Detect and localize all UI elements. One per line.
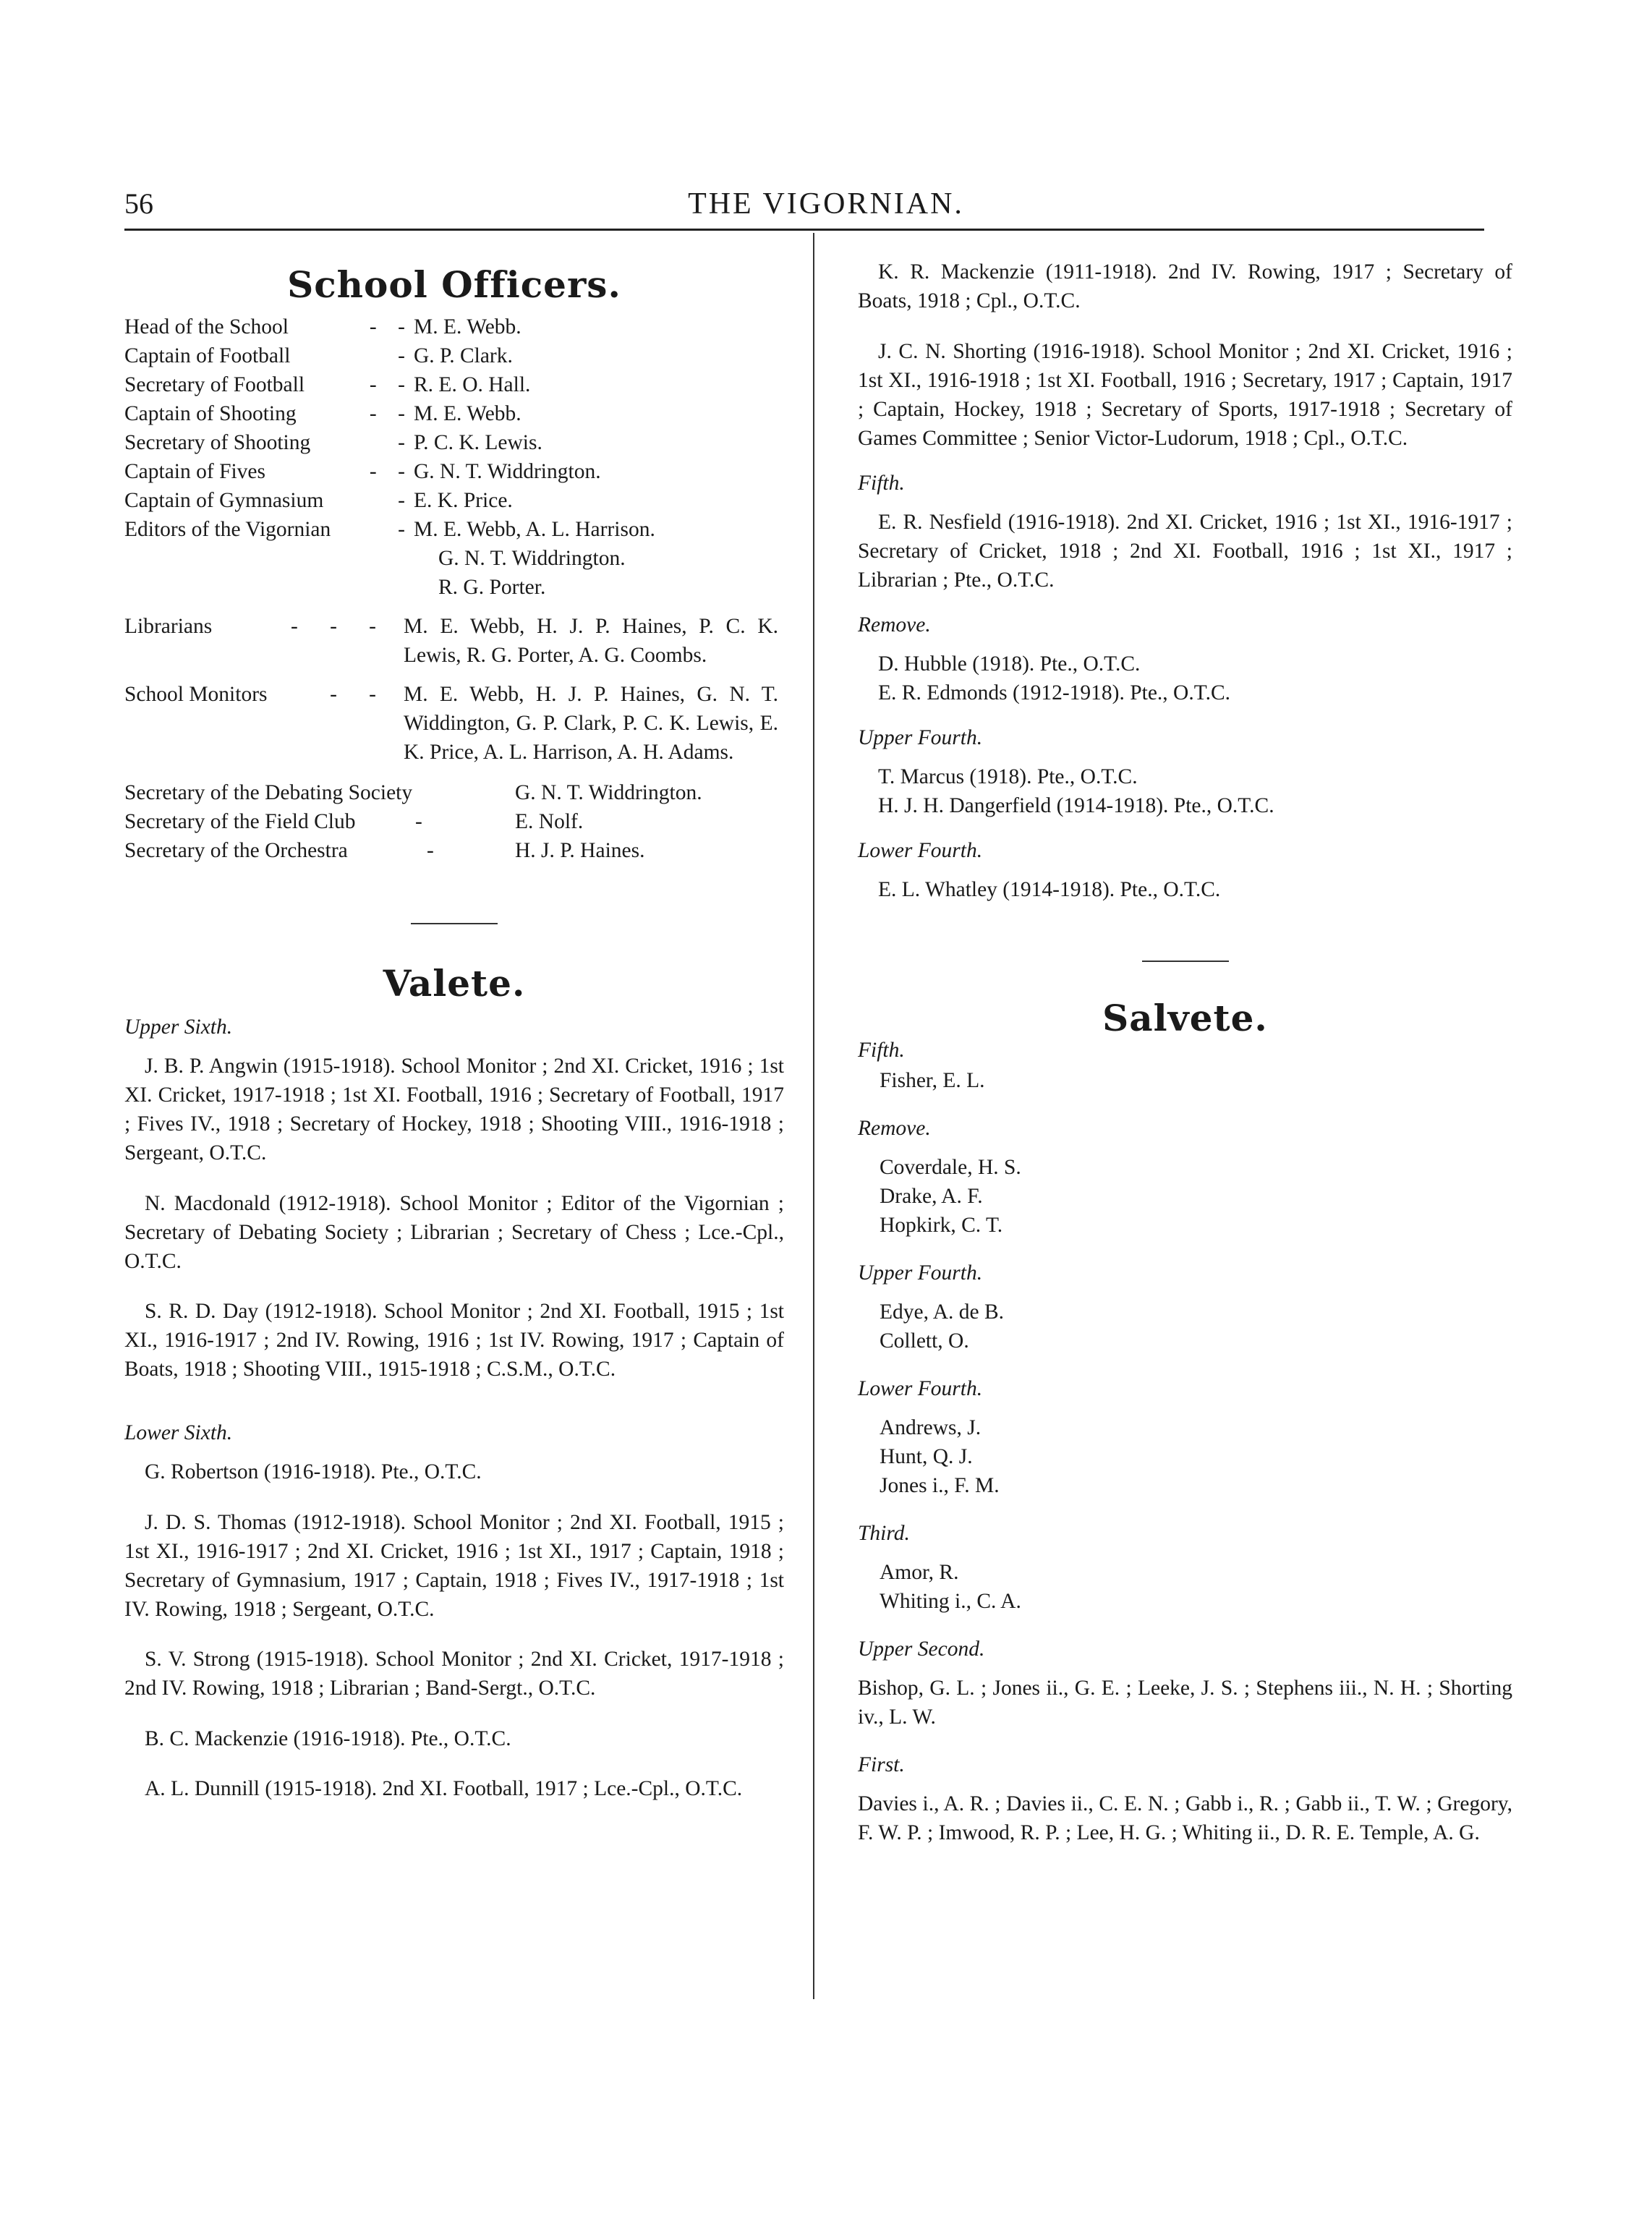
form-label-lower-sixth: Lower Sixth. bbox=[124, 1421, 233, 1444]
officer-row: Captain of Gymnasium - E. K. Price. bbox=[124, 486, 784, 515]
officer-role: Secretary of the Orchestra bbox=[124, 839, 348, 862]
section-divider bbox=[1142, 961, 1229, 962]
new-boy-name: Coverdale, H. S. bbox=[880, 1155, 1021, 1179]
officer-row: Secretary of the Orchestra - H. J. P. Haines. bbox=[124, 836, 784, 865]
officer-row: Head of the School - - M. E. Webb. bbox=[124, 312, 784, 341]
leaver-entry: J. D. S. Thomas (1912-1918). School Monitor ; 2nd XI. Football, 1915 ; 1st XI., 1916-1917 ; 2nd XI. Cricket, 1916 ; 1st XI., 1917 ; Captain, 1918 ; Secretary of Gymnasium, 1917 ; Captain, 1918 ; Fives IV., 1917-1918 ; 1st IV. Rowing, 1918 ; Sergeant, O.T.C. bbox=[124, 1510, 784, 1621]
leaver-entry: A. L. Dunnill (1915-1918). 2nd XI. Football, 1917 ; Lce.-Cpl., O.T.C. bbox=[145, 1777, 743, 1800]
officer-holder: M. E. Webb, H. J. P. Haines, G. N. T. Widdington, G. P. Clark, P. C. K. Lewis, E. K. Price, A. L. Harrison, A. H. Adams. bbox=[404, 683, 778, 764]
officer-holder-cont: R. G. Porter. bbox=[438, 576, 546, 599]
leaver-entry: S. R. D. Day (1912-1918). School Monitor ; 2nd XI. Football, 1915 ; 1st XI., 1916-1917 ; 2nd IV. Rowing, 1916 ; 1st IV. Rowing, 1917 ; Captain of Boats, 1918 ; Shooting VIII., 1915-1918 ; C.S.M., O.T.C. bbox=[124, 1300, 784, 1381]
form-label-fifth: Fifth. bbox=[858, 471, 905, 495]
officer-role: Captain of Fives bbox=[124, 460, 266, 483]
leaver-entry: K. R. Mackenzie (1911-1918). 2nd IV. Rowing, 1917 ; Secretary of Boats, 1918 ; Cpl., O.T.C. bbox=[858, 260, 1512, 312]
new-boys-list bbox=[858, 1558, 1512, 1616]
valete-heading: Valete. bbox=[383, 962, 526, 1005]
officer-role: Secretary of Shooting bbox=[124, 431, 311, 454]
form-label-lower-fourth: Lower Fourth. bbox=[858, 838, 983, 862]
new-boys-list bbox=[858, 1413, 1512, 1500]
leaver-entry: D. Hubble (1918). Pte., O.T.C. bbox=[878, 652, 1141, 676]
officer-row: Librarians - - - M. E. Webb, H. J. P. Haines, P. C. K. Lewis, R. G. Porter, A. G. Coombs. bbox=[124, 612, 784, 670]
new-boy-name: Andrews, J. bbox=[880, 1415, 982, 1439]
running-title: THE VIGORNIAN. bbox=[688, 187, 964, 221]
form-label-third: Third. bbox=[858, 1521, 910, 1545]
new-boy-name: Hopkirk, C. T. bbox=[880, 1213, 1003, 1237]
officer-role: Editors of the Vigornian bbox=[124, 518, 331, 541]
form-label-upper-fourth: Upper Fourth. bbox=[858, 725, 983, 749]
leaver-entry: B. C. Mackenzie (1916-1918). Pte., O.T.C. bbox=[145, 1726, 511, 1750]
officer-holder: E. K. Price. bbox=[414, 489, 513, 512]
salvete-heading: Salvete. bbox=[1102, 996, 1268, 1039]
officer-row: Secretary of Shooting - P. C. K. Lewis. bbox=[124, 428, 784, 457]
officer-holder: G. N. T. Widdrington. bbox=[515, 781, 702, 804]
officers-list bbox=[124, 312, 784, 865]
form-label-upper-fourth: Upper Fourth. bbox=[858, 1261, 983, 1285]
left-column bbox=[124, 260, 784, 1812]
officer-role: Secretary of the Field Club bbox=[124, 810, 356, 833]
officer-row: Secretary of Football - - R. E. O. Hall. bbox=[124, 370, 784, 399]
new-boy-name: Edye, A. de B. bbox=[880, 1300, 1005, 1324]
officer-holder: M. E. Webb. bbox=[414, 402, 521, 425]
leaver-entry: E. R. Edmonds (1912-1918). Pte., O.T.C. bbox=[878, 681, 1230, 704]
new-boys-list bbox=[858, 1298, 1512, 1355]
officer-row: Secretary of the Field Club - E. Nolf. bbox=[124, 807, 784, 836]
form-label-fifth: Fifth. bbox=[858, 1038, 905, 1062]
form-label-remove: Remove. bbox=[858, 613, 931, 636]
new-boy-name: Hunt, Q. J. bbox=[880, 1444, 973, 1468]
leaver-entry: E. R. Nesfield (1916-1918). 2nd XI. Cricket, 1916 ; 1st XI., 1916-1917 ; Secretary of Cricket, 1918 ; 2nd XI. Football, 1916 ; 1st XI., 1917 ; Librarian ; Pte., O.T.C. bbox=[858, 510, 1512, 592]
new-boys-list: Davies i., A. R. ; Davies ii., C. E. N. ; Gabb i., R. ; Gabb ii., T. W. ; Gregory, F. W. P. ; Imwood, R. P. ; Lee, H. G. ; Whiting ii., D. R. E. Temple, A. G. bbox=[858, 1792, 1512, 1844]
section-divider bbox=[411, 923, 498, 924]
officer-holder-cont: G. N. T. Widdrington. bbox=[438, 547, 626, 570]
leaver-entry: E. L. Whatley (1914-1918). Pte., O.T.C. bbox=[878, 877, 1221, 901]
officer-row: Captain of Shooting - - M. E. Webb. bbox=[124, 399, 784, 428]
officer-role: Librarians bbox=[124, 615, 213, 638]
page-number: 56 bbox=[124, 187, 153, 220]
officer-row: Captain of Football - G. P. Clark. bbox=[124, 341, 784, 370]
new-boy-name: Collett, O. bbox=[880, 1329, 969, 1353]
officer-holder: M. E. Webb, A. L. Harrison. bbox=[414, 518, 655, 541]
header-rule bbox=[124, 229, 1484, 231]
form-label-first: First. bbox=[858, 1753, 905, 1776]
form-label-upper-second: Upper Second. bbox=[858, 1637, 985, 1661]
officer-role: Captain of Shooting bbox=[124, 402, 297, 425]
new-boys-list: Bishop, G. L. ; Jones ii., G. E. ; Leeke, J. S. ; Stephens iii., N. H. ; Shorting iv., L. W. bbox=[858, 1676, 1512, 1729]
right-column bbox=[858, 257, 1512, 1866]
officer-role: School Monitors bbox=[124, 683, 268, 706]
school-officers-heading: School Officers. bbox=[287, 263, 621, 306]
new-boy-name: Jones i., F. M. bbox=[880, 1473, 1000, 1497]
new-boy-name: Fisher, E. L. bbox=[880, 1068, 985, 1092]
leaver-entry: T. Marcus (1918). Pte., O.T.C. bbox=[878, 765, 1138, 788]
officer-row: Captain of Fives - - G. N. T. Widdrington. bbox=[124, 457, 784, 486]
officer-row: Editors of the Vigornian - M. E. Webb, A. L. Harrison. G. N. T. Widdrington. R. G. Porter. bbox=[124, 515, 784, 602]
new-boys-list bbox=[858, 1153, 1512, 1240]
officer-holder: E. Nolf. bbox=[515, 810, 584, 833]
leaver-entry: S. V. Strong (1915-1918). School Monitor ; 2nd XI. Cricket, 1917-1918 ; 2nd IV. Rowing, 1918 ; Librarian ; Band-Sergt., O.T.C. bbox=[124, 1648, 784, 1700]
leaver-entry: G. Robertson (1916-1918). Pte., O.T.C. bbox=[145, 1460, 482, 1483]
officer-holder: R. E. O. Hall. bbox=[414, 373, 531, 396]
new-boy-name: Drake, A. F. bbox=[880, 1184, 983, 1208]
officer-role: Secretary of the Debating Society bbox=[124, 781, 413, 804]
officer-holder: H. J. P. Haines. bbox=[515, 839, 645, 862]
leaver-entry: H. J. H. Dangerfield (1914-1918). Pte., O.T.C. bbox=[878, 793, 1274, 817]
form-label-lower-fourth: Lower Fourth. bbox=[858, 1376, 983, 1400]
officer-role: Captain of Football bbox=[124, 344, 291, 367]
officer-role: Captain of Gymnasium bbox=[124, 489, 324, 512]
leaver-entry: J. B. P. Angwin (1915-1918). School Monitor ; 2nd XI. Cricket, 1916 ; 1st XI. Cricket, 1917-1918 ; 1st XI. Football, 1916 ; Secretary of Football, 1917 ; Fives IV., 1918 ; Secretary of Hockey, 1918 ; Shooting VIII., 1916-1918 ; Sergeant, O.T.C. bbox=[124, 1055, 784, 1164]
officer-row: School Monitors - - M. E. Webb, H. J. P. Haines, G. N. T. Widdington, G. P. Clark, P. C. K. Lewis, E. K. Price, A. L. Harrison, A. H. Adams. bbox=[124, 680, 784, 767]
leaver-entry: N. Macdonald (1912-1918). School Monitor ; Editor of the Vigornian ; Secretary of Debating Society ; Librarian ; Secretary of Chess ; Lce.-Cpl., O.T.C. bbox=[124, 1191, 784, 1273]
officer-holder: P. C. K. Lewis. bbox=[414, 431, 542, 454]
leaver-entry: J. C. N. Shorting (1916-1918). School Monitor ; 2nd XI. Cricket, 1916 ; 1st XI., 1916-1918 ; 1st XI. Football, 1916 ; Secretary, 1917 ; Captain, 1917 ; Captain, Hockey, 1918 ; Secretary of Sports, 1917-1918 ; Secretary of Games Committee ; Senior Victor-Ludorum, 1918 ; Cpl., O.T.C. bbox=[858, 339, 1512, 450]
officer-holder: G. N. T. Widdrington. bbox=[414, 460, 601, 483]
officer-holder: G. P. Clark. bbox=[414, 344, 513, 367]
new-boy-name: Amor, R. bbox=[880, 1560, 959, 1584]
officer-row bbox=[124, 778, 784, 807]
column-divider bbox=[813, 233, 814, 1999]
form-label-remove: Remove. bbox=[858, 1116, 931, 1140]
officer-holder: M. E. Webb, H. J. P. Haines, P. C. K. Lewis, R. G. Porter, A. G. Coombs. bbox=[404, 615, 778, 667]
officer-role: Secretary of Football bbox=[124, 373, 305, 396]
new-boys-list bbox=[858, 1066, 1512, 1095]
new-boy-name: Whiting i., C. A. bbox=[880, 1589, 1021, 1613]
officer-role: Head of the School bbox=[124, 315, 289, 338]
officer-holder: M. E. Webb. bbox=[414, 315, 521, 338]
form-label-upper-sixth: Upper Sixth. bbox=[124, 1015, 233, 1039]
